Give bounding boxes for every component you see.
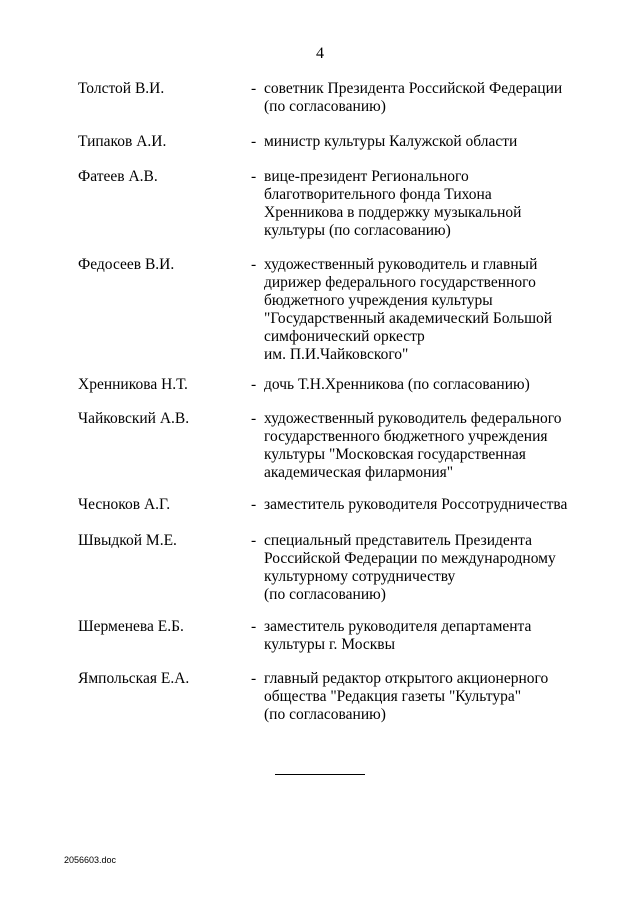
- position-line: вице-президент Регионального: [264, 168, 469, 185]
- position-line: культуры "Московская государственная: [264, 446, 526, 463]
- member-name: Толстой В.И.: [78, 80, 165, 97]
- separator-dash: -: [251, 532, 257, 549]
- member-name: Фатеев А.В.: [78, 168, 158, 185]
- position-line: академическая филармония": [264, 464, 454, 481]
- position-line: художественный руководитель и главный: [264, 256, 538, 273]
- member-position: [264, 532, 574, 604]
- position-line: им. П.И.Чайковского": [264, 346, 409, 363]
- member-name: Чесноков А.Г.: [78, 496, 171, 513]
- member-position: [264, 496, 574, 514]
- position-line: советник Президента Российской Федерации: [264, 80, 563, 97]
- separator-dash: -: [251, 80, 257, 97]
- position-line: заместитель руководителя Россотрудничества: [264, 496, 568, 513]
- separator-dash: -: [251, 256, 257, 273]
- position-line: культуры г. Москвы: [264, 636, 395, 653]
- separator-dash: -: [251, 376, 257, 393]
- page-number: 4: [316, 45, 324, 62]
- member-position: [264, 256, 574, 364]
- member-name: Швыдкой М.Е.: [78, 532, 177, 549]
- position-line: министр культуры Калужской области: [264, 133, 518, 150]
- position-line: (по согласованию): [264, 586, 386, 603]
- position-line: общества "Редакция газеты "Культура": [264, 688, 522, 705]
- position-line: (по согласованию): [264, 706, 386, 723]
- position-line: государственного бюджетного учреждения: [264, 428, 548, 445]
- member-name: Федосеев В.И.: [78, 256, 175, 273]
- member-position: [264, 410, 574, 482]
- separator-dash: -: [251, 410, 257, 427]
- position-line: благотворительного фонда Тихона: [264, 186, 492, 203]
- closing-rule: [275, 774, 365, 775]
- member-name: Типаков А.И.: [78, 133, 167, 150]
- position-line: дочь Т.Н.Хренникова (по согласованию): [264, 376, 530, 393]
- separator-dash: -: [251, 670, 257, 687]
- member-name: Чайковский А.В.: [78, 410, 190, 427]
- separator-dash: -: [251, 496, 257, 513]
- member-position: [264, 618, 574, 654]
- position-line: (по согласованию): [264, 98, 386, 115]
- member-position: [264, 376, 574, 394]
- separator-dash: -: [251, 133, 257, 150]
- position-line: "Государственный академический Большой: [264, 310, 553, 327]
- position-line: дирижер федерального государственного: [264, 274, 536, 291]
- position-line: бюджетного учреждения культуры: [264, 292, 493, 309]
- separator-dash: -: [251, 168, 257, 185]
- member-name: Хренникова Н.Т.: [78, 376, 188, 393]
- position-line: Российской Федерации по международному: [264, 550, 556, 567]
- position-line: главный редактор открытого акционерного: [264, 670, 549, 687]
- document-id: 2056603.doc: [64, 855, 117, 865]
- position-line: заместитель руководителя департамента: [264, 618, 532, 635]
- member-name: Шерменева Е.Б.: [78, 618, 184, 635]
- member-name: Ямпольская Е.А.: [78, 670, 190, 687]
- position-line: культурному сотрудничеству: [264, 568, 456, 585]
- position-line: Хренникова в поддержку музыкальной: [264, 204, 522, 221]
- member-position: [264, 80, 574, 116]
- member-position: [264, 133, 574, 151]
- member-position: [264, 168, 574, 240]
- position-line: культуры (по согласованию): [264, 222, 451, 239]
- member-position: [264, 670, 574, 724]
- position-line: симфонический оркестр: [264, 328, 425, 345]
- position-line: художественный руководитель федерального: [264, 410, 562, 427]
- separator-dash: -: [251, 618, 257, 635]
- position-line: специальный представитель Президента: [264, 532, 532, 549]
